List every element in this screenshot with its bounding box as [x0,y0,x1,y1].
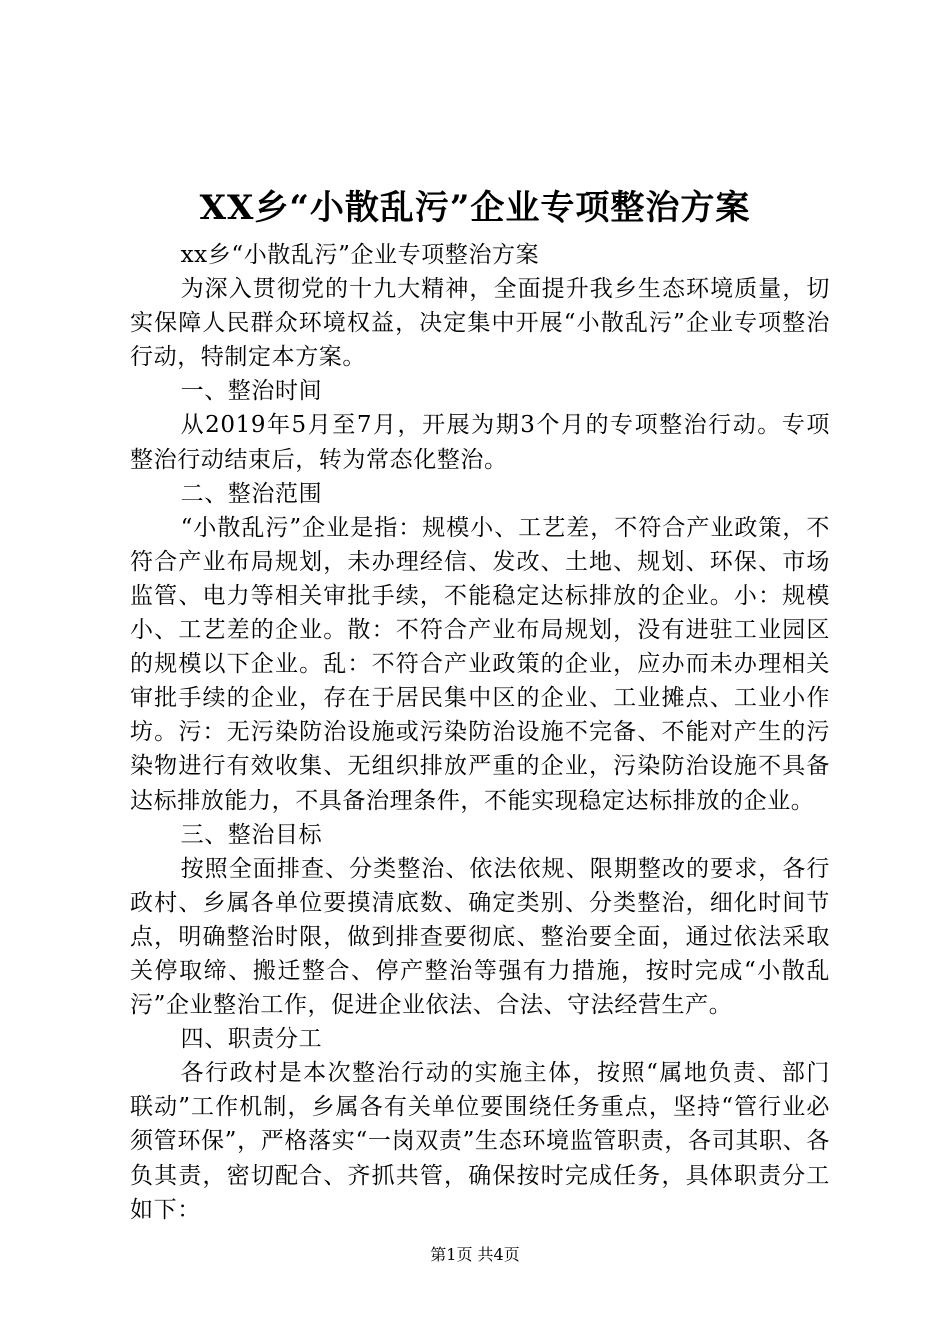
section-heading: 一、整治时间 [180,378,323,405]
body-paragraph: 为深入贯彻党的十九大精神，全面提升我乡生态环境质量，切实保障人民群众环境权益，决定集中开展“小散乱污”企业专项整治行动，特制定本方案。 [130,276,830,371]
body-paragraph: xx乡“小散乱污”企业专项整治方案 [180,242,540,268]
document-body [130,238,830,1227]
body-paragraph: “小散乱污”企业是指：规模小、工艺差，不符合产业政策，不符合产业布局规划，未办理经信、发改、土地、规划、环保、市场监管、电力等相关审批手续，不能稳定达标排放的企业。小：规模小、工艺差的企业。散：不符合产业布局规划，没有进驻工业园区的规模以下企业。乱：不符合产业政策的企业，应办而未办理相关审批手续的企业，存在于居民集中区的企业、工业摊点、工业小作坊。污：无污染防治设施或污染防治设施不完备、不能对产生的污染物进行有效收集、无组织排放严重的企业，污染防治设施不具备达标排放能力，不具备治理条件，不能实现稳定达标排放的企业。 [130,514,830,814]
section-heading: 二、整治范围 [180,480,323,507]
page-number-footer: 第1页 共4页 [430,1245,520,1264]
body-paragraph: 各行政村是本次整治行动的实施主体，按照“属地负责、部门联动”工作机制，乡属各有关单位要围绕任务重点，坚持“管行业必须管环保”，严格落实“一岗双责”生态环境监管职责，各司其职、各负其责，密切配合、齐抓共管，确保按时完成任务，具体职责分工如下： [130,1060,830,1223]
body-paragraph: 按照全面排查、分类整治、依法依规、限期整改的要求，各行政村、乡属各单位要摸清底数、确定类别、分类整治，细化时间节点，明确整治时限，做到排查要彻底、整治要全面，通过依法采取关停取缔、搬迁整合、停产整治等强有力措施，按时完成“小散乱污”企业整治工作，促进企业依法、合法、守法经营生产。 [130,855,830,1019]
document-title: XX乡“小散乱污”企业专项整治方案 [199,188,751,228]
section-heading: 三、整治目标 [180,821,323,848]
section-heading: 四、职责分工 [180,1026,323,1053]
body-paragraph: 从2019年5月至7月，开展为期3个月的专项整治行动。专项整治行动结束后，转为常态化整治。 [130,412,830,473]
